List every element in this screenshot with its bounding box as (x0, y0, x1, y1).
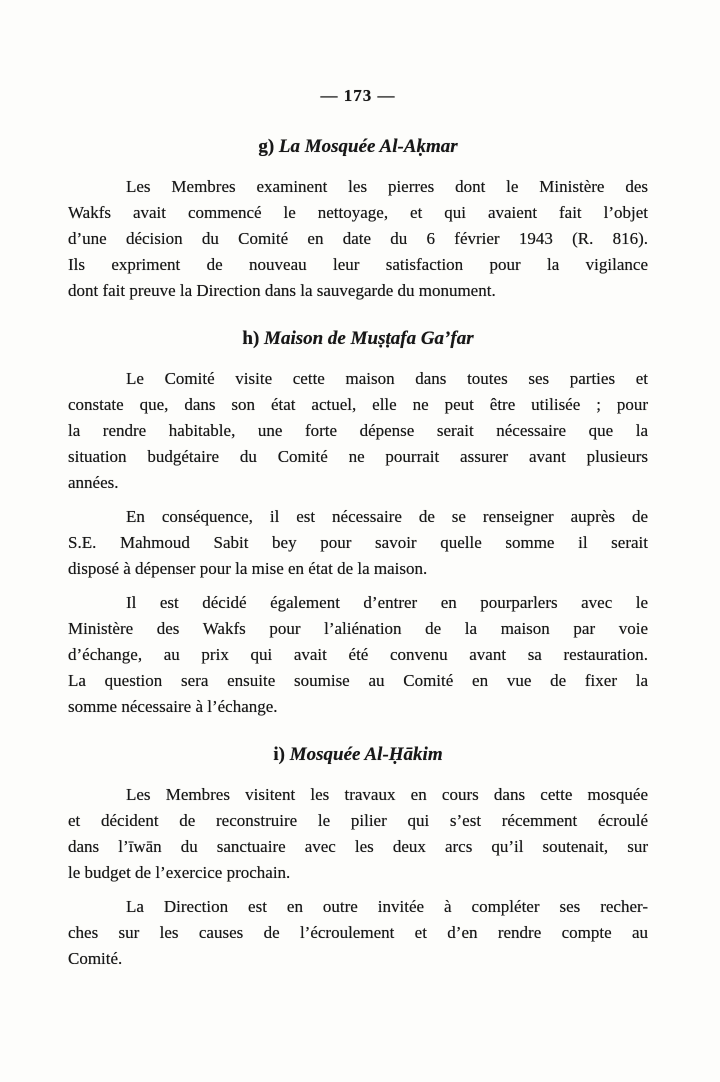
text-line: dont fait preuve la Direction dans la sauvegarde du monument. (68, 281, 496, 300)
paragraph (68, 894, 648, 972)
text-line: Ils expriment de nouveau leur satisfaction pour la vigilance (68, 255, 648, 274)
section-title: La Mosquée Al-Aḳmar (278, 136, 458, 157)
text-line: Ministère des Wakfs pour l’aliénation de la maison par voie (68, 619, 648, 638)
text-line: S.E. Mahmoud Sabit bey pour savoir quelle somme il serait (68, 533, 648, 552)
section-g (68, 136, 648, 304)
text-line: ches sur les causes de l’écroulement et d’en rendre compte au (68, 923, 648, 942)
text-line: Les Membres examinent les pierres dont le Ministère des (126, 177, 648, 196)
paragraph (68, 366, 648, 496)
text-line: situation budgétaire du Comité ne pourrait assurer avant plusieurs (68, 447, 648, 466)
text-line: La Direction est en outre invitée à compléter ses recher- (126, 897, 648, 916)
paragraph (68, 782, 648, 886)
section-label: g) (258, 136, 275, 157)
section-heading-g (68, 136, 648, 158)
paragraph (68, 504, 648, 582)
text-line: somme nécessaire à l’échange. (68, 697, 278, 716)
section-label: i) (273, 744, 285, 765)
text-line: constate que, dans son état actuel, elle ne peut être utilisée ; pour (68, 395, 648, 414)
section-title: Mosquée Al-Ḥākim (289, 744, 443, 765)
text-line: d’une décision du Comité en date du 6 février 1943 (R. 816). (68, 229, 648, 248)
page-number: — 173 — (320, 86, 396, 105)
text-line: années. (68, 473, 119, 492)
paragraph (68, 590, 648, 720)
sections (68, 136, 648, 972)
section-title: Maison de Muṣṭafa Ga’far (264, 328, 474, 349)
text-line: Les Membres visitent les travaux en cours dans cette mosquée (126, 785, 648, 804)
text-line: Il est décidé également d’entrer en pourparlers avec le (126, 593, 648, 612)
section-heading-i (68, 744, 648, 766)
section-label: h) (242, 328, 260, 349)
text-line: Le Comité visite cette maison dans toutes ses parties et (126, 369, 648, 388)
section-heading-h (68, 328, 648, 350)
text-line: et décident de reconstruire le pilier qui s’est récemment écroulé (68, 811, 648, 830)
section-h (68, 328, 648, 720)
text-line: Wakfs avait commencé le nettoyage, et qui avaient fait l’objet (68, 203, 648, 222)
section-i (68, 744, 648, 972)
text-line: le budget de l’exercice prochain. (68, 863, 291, 882)
paragraph (68, 174, 648, 304)
text-line: disposé à dépenser pour la mise en état de la maison. (68, 559, 428, 578)
text-line: dans l’īwān du sanctuaire avec les deux arcs qu’il soutenait, sur (68, 837, 648, 856)
text-line: Comité. (68, 949, 123, 968)
text-line: La question sera ensuite soumise au Comité en vue de fixer la (68, 671, 648, 690)
text-line: d’échange, au prix qui avait été convenu avant sa restauration. (68, 645, 648, 664)
text-line: En conséquence, il est nécessaire de se renseigner auprès de (126, 507, 648, 526)
text-line: la rendre habitable, une forte dépense serait nécessaire que la (68, 421, 648, 440)
